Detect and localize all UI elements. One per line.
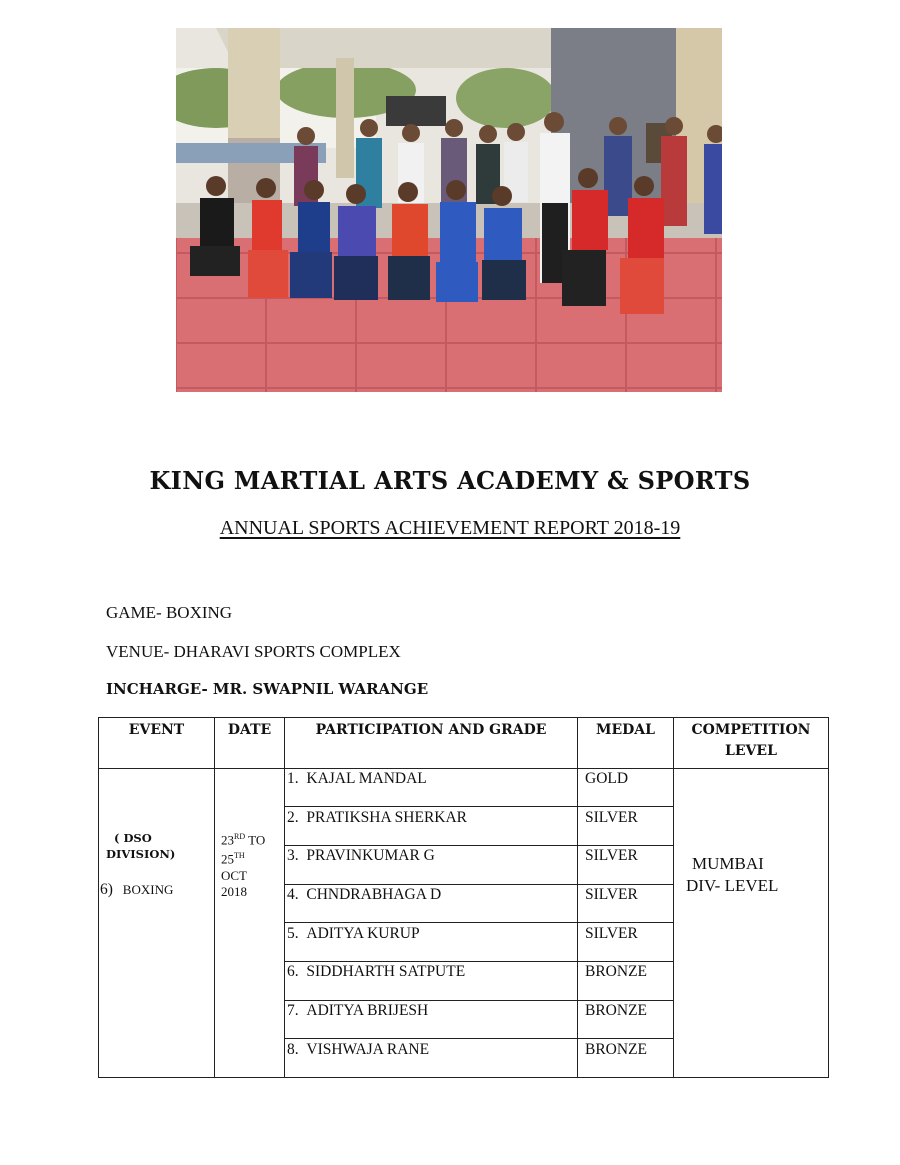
participant-row bbox=[287, 1041, 429, 1059]
header-date: DATE bbox=[227, 722, 272, 738]
event-date bbox=[221, 829, 283, 900]
header-level-line1: COMPETITION bbox=[691, 722, 811, 738]
academy-title: KING MARTIAL ARTS ACADEMY & SPORTS bbox=[149, 466, 751, 495]
col-divider-2 bbox=[284, 717, 285, 1078]
participant-name: KAJAL MANDAL bbox=[306, 770, 427, 787]
row-number: 7. bbox=[287, 1002, 299, 1019]
participant-row bbox=[287, 847, 435, 865]
report-subtitle bbox=[0, 517, 900, 540]
date-year: 2018 bbox=[221, 883, 247, 899]
table-border-top bbox=[98, 717, 829, 718]
header-medal: MEDAL bbox=[595, 722, 655, 738]
participant-row bbox=[287, 809, 467, 827]
table-border-bottom bbox=[98, 1077, 829, 1078]
date-to: TO bbox=[248, 832, 266, 848]
row-divider bbox=[284, 806, 674, 807]
incharge-line: INCHARGE- MR. SWAPNIL WARANGE bbox=[106, 680, 429, 698]
participant-name: CHNDRABHAGA D bbox=[306, 886, 442, 903]
header-divider bbox=[98, 768, 829, 769]
date-day1: 23 bbox=[221, 832, 234, 848]
row-divider bbox=[284, 922, 674, 923]
medal-cell: SILVER bbox=[585, 847, 638, 864]
row-divider bbox=[284, 884, 674, 885]
medal-cell: BRONZE bbox=[585, 963, 647, 980]
row-number: 6. bbox=[287, 963, 299, 980]
participant-name: VISHWAJA RANE bbox=[306, 1041, 430, 1058]
participant-name: ADITYA KURUP bbox=[306, 925, 420, 942]
event-name-line bbox=[100, 881, 173, 899]
venue-line: VENUE- DHARAVI SPORTS COMPLEX bbox=[106, 642, 401, 661]
col-divider-3 bbox=[577, 717, 578, 1078]
date-start bbox=[221, 829, 283, 848]
participant-name: ADITYA BRIJESH bbox=[306, 1002, 429, 1019]
row-divider bbox=[284, 1000, 674, 1001]
medal-cell: SILVER bbox=[585, 886, 638, 903]
table-border-left bbox=[98, 717, 99, 1078]
medal-cell: SILVER bbox=[585, 809, 638, 826]
report-subtitle-text: ANNUAL SPORTS ACHIEVEMENT REPORT 2018-19 bbox=[219, 517, 681, 539]
date-end bbox=[221, 848, 283, 867]
header-level-line2: LEVEL bbox=[725, 743, 777, 759]
participant-name: PRATIKSHA SHERKAR bbox=[306, 809, 468, 826]
participant-row bbox=[287, 925, 420, 943]
event-name: BOXING bbox=[122, 882, 174, 897]
date-sup2: TH bbox=[234, 851, 245, 861]
medal-cell: SILVER bbox=[585, 925, 638, 942]
header-event: EVENT bbox=[128, 722, 185, 738]
game-line: GAME- BOXING bbox=[106, 603, 233, 622]
participant-row bbox=[287, 1002, 428, 1020]
col-divider-4 bbox=[673, 717, 674, 1078]
row-number: 1. bbox=[287, 770, 299, 787]
medal-cell: BRONZE bbox=[585, 1041, 647, 1058]
row-number: 2. bbox=[287, 809, 299, 826]
participant-row bbox=[287, 886, 441, 904]
participant-name: SIDDHARTH SATPUTE bbox=[306, 963, 466, 980]
row-number: 5. bbox=[287, 925, 299, 942]
date-day2: 25 bbox=[221, 851, 234, 867]
row-divider bbox=[284, 1038, 674, 1039]
achievement-table bbox=[98, 717, 829, 1078]
participant-name: PRAVINKUMAR G bbox=[306, 847, 435, 864]
event-division: ( DSO DIVISION) bbox=[106, 831, 176, 861]
participant-row bbox=[287, 963, 465, 981]
col-divider-1 bbox=[214, 717, 215, 1078]
date-sup1: RD bbox=[234, 832, 246, 841]
level-line1: MUMBAI bbox=[692, 854, 764, 873]
level-line2: DIV- LEVEL bbox=[686, 876, 779, 895]
competition-level bbox=[686, 853, 778, 897]
header-participation: PARTICIPATION AND GRADE bbox=[315, 722, 547, 738]
date-month: OCT bbox=[221, 867, 247, 883]
medal-cell: GOLD bbox=[585, 770, 629, 787]
medal-cell: BRONZE bbox=[585, 1002, 647, 1019]
header-competition-level bbox=[674, 720, 828, 762]
row-number: 8. bbox=[287, 1041, 299, 1058]
row-divider bbox=[284, 845, 674, 846]
table-border-right bbox=[828, 717, 829, 1078]
group-photo bbox=[176, 28, 722, 392]
row-divider bbox=[284, 961, 674, 962]
row-number: 4. bbox=[287, 886, 299, 903]
participant-row bbox=[287, 770, 427, 788]
row-number: 3. bbox=[287, 847, 299, 864]
event-number: 6) bbox=[100, 881, 113, 898]
